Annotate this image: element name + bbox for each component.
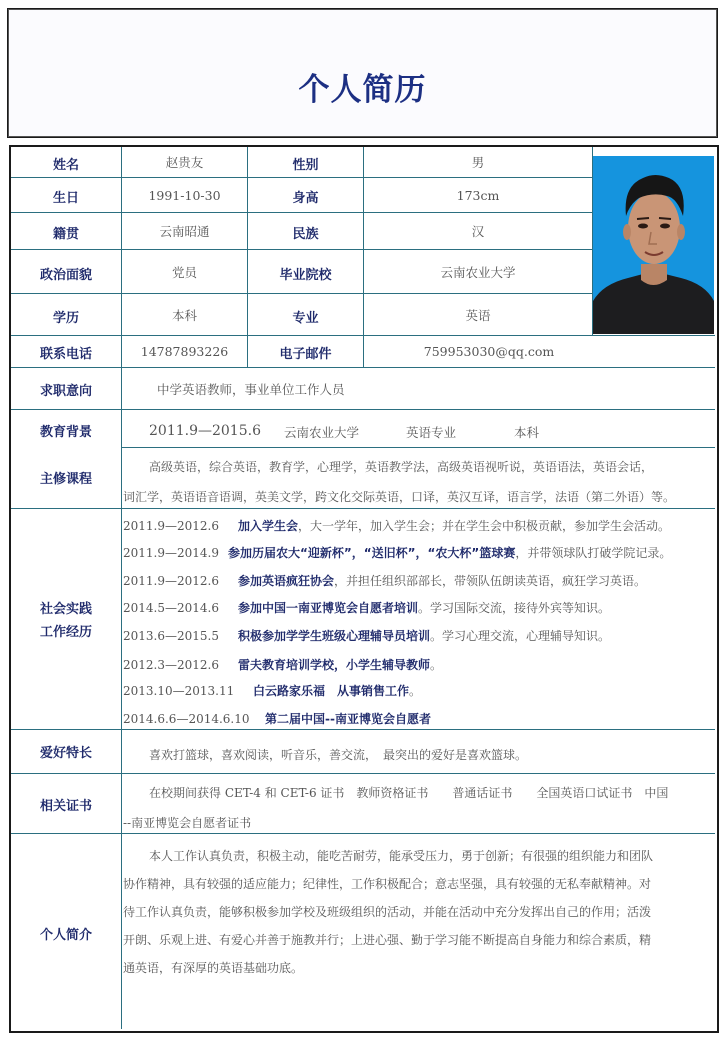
practice-item: [123, 627, 610, 644]
school-value: 云南农业大学: [440, 265, 516, 280]
practice-date: 2013.6—2015.5: [123, 629, 219, 643]
courses-line-2: 词汇学，英语语音语调，英美文学，跨文化交际英语，口译，英汉互译，语言学，法语（第二外语）等。: [123, 490, 676, 504]
practice-desc: ，并担任组织部部长，带领队伍朗读英语，疯狂学习英语。: [334, 574, 647, 588]
objective-label: 求职意向: [39, 384, 92, 399]
title-box: [7, 8, 718, 138]
birth-value: 1991-10-30: [148, 188, 221, 203]
ethnic-label: 民族: [292, 227, 319, 242]
practice-title: 第二届中国--南亚博览会自愿者: [265, 712, 431, 726]
practice-date: 2014.5—2014.6: [123, 601, 219, 615]
practice-item: [123, 656, 442, 673]
profile-line: 协作精神，具有较强的适应能力；纪律性，工作积极配合；意志坚强，具有较强的无私奉献精神。对: [123, 877, 652, 891]
practice-title: 加入学生会: [238, 519, 299, 533]
practice-title: 雷夫教育培训学校，小学生辅导教师: [238, 658, 431, 672]
practice-title: 参加中国一南亚博览会自愿者培训: [238, 601, 419, 615]
certificates-label: 相关证书: [39, 799, 92, 814]
profile-line: 待工作认真负责，能够积极参加学校及班级组织的活动，并能在活动中充分发挥出自己的作用；活泼: [123, 905, 652, 919]
degree-label: 学历: [52, 311, 79, 326]
practice-desc: ，大一学年，加入学生会；并在学生会中积极贡献，参加学生会活动。: [298, 519, 671, 533]
birth-label: 生日: [52, 191, 79, 206]
courses-label: 主修课程: [39, 472, 92, 487]
height-value: 173cm: [456, 188, 500, 203]
practice-desc: 。: [409, 684, 422, 698]
practice-item: [123, 517, 670, 534]
ethnic-value: 汉: [471, 224, 485, 239]
profile-line: 开朗、乐观上进、有爱心并善于施教并行；上进心强、勤于学习能不断提高自身能力和综合素质，精: [123, 933, 652, 947]
education-label: 教育背景: [39, 425, 92, 440]
practice-date: 2014.6.6—2014.6.10: [123, 712, 250, 726]
practice-date: 2011.9—2012.6: [123, 574, 219, 588]
education-period: 2011.9—2015.6: [149, 423, 261, 439]
practice-item: [123, 599, 610, 616]
practice-item: [123, 710, 431, 727]
major-value: 英语: [465, 308, 491, 323]
practice-item: [123, 682, 421, 699]
practice-item: [123, 572, 646, 589]
email-label: 电子邮件: [279, 347, 332, 362]
practice-title: 白云路家乐福 从事销售工作: [253, 684, 410, 698]
practice-date: 2013.10—2013.11: [123, 684, 235, 698]
major-label: 专业: [292, 311, 319, 326]
gender-label: 性别: [292, 158, 319, 173]
practice-date: 2011.9—2014.9: [123, 546, 219, 560]
practice-desc: 。: [430, 658, 443, 672]
hobbies-text: 喜欢打篮球，喜欢阅读，听音乐，善交流， 最突出的爱好是喜欢篮球。: [149, 748, 528, 762]
certificates-line-1: 在校期间获得 CET-4 和 CET-6 证书 教师资格证书 普通话证书 全国英语口试证书 中国: [149, 786, 669, 800]
objective-text: 中学英语教师，事业单位工作人员: [157, 382, 345, 397]
profile-line: 通英语，有深厚的英语基础功底。: [123, 961, 304, 975]
origin-label: 籍贯: [52, 227, 79, 242]
resume-table: [9, 145, 719, 1033]
hobbies-label: 爱好特长: [39, 746, 92, 761]
profile-label: 个人简介: [39, 928, 92, 943]
height-label: 身高: [292, 191, 319, 206]
practice-label-2: 工作经历: [39, 625, 92, 640]
gender-value: 男: [471, 155, 485, 170]
practice-date: 2011.9—2012.6: [123, 519, 219, 533]
origin-value: 云南昭通: [159, 224, 210, 239]
certificates-line-2: --南亚博览会自愿者证书: [123, 816, 252, 830]
practice-desc: 。学习心理交流，心理辅导知识。: [430, 629, 611, 643]
degree-value: 本科: [171, 308, 197, 323]
education-degree: 本科: [514, 425, 540, 440]
page-title: 个人简历: [298, 72, 427, 108]
practice-item: [123, 544, 671, 561]
practice-title: 参加英语疯狂协会: [238, 574, 335, 588]
politics-label: 政治面貌: [39, 268, 92, 283]
name-label: 姓名: [52, 158, 79, 173]
courses-line-1: 高级英语，综合英语，教育学，心理学，英语教学法，高级英语视听说，英语语法，英语会话，: [149, 460, 654, 474]
profile-line: 本人工作认真负责，积极主动，能吃苦耐劳，能承受压力，勇于创新；有很强的组织能力和团队: [149, 849, 654, 863]
practice-date: 2012.3—2012.6: [123, 658, 219, 672]
practice-desc: 。学习国际交流，接待外宾等知识。: [418, 601, 611, 615]
practice-title: 积极参加学学生班级心理辅导员培训: [238, 629, 431, 643]
politics-value: 党员: [171, 265, 197, 280]
phone-label: 联系电话: [39, 347, 92, 362]
phone-value: 14787893226: [140, 344, 229, 359]
practice-label-1: 社会实践: [39, 602, 92, 617]
school-label: 毕业院校: [279, 268, 332, 283]
profile-text: [123, 842, 715, 982]
education-major: 英语专业: [406, 425, 457, 440]
profile-photo: [593, 156, 714, 334]
practice-title: 参加历届农大“迎新杯”，“送旧杯”，“农大杯”篮球赛: [228, 546, 516, 560]
education-school: 云南农业大学: [284, 425, 360, 440]
practice-desc: ，并带领球队打破学院记录。: [515, 546, 672, 560]
email-value: 759953030@qq.com: [423, 344, 555, 359]
name-value: 赵贵友: [165, 155, 204, 170]
